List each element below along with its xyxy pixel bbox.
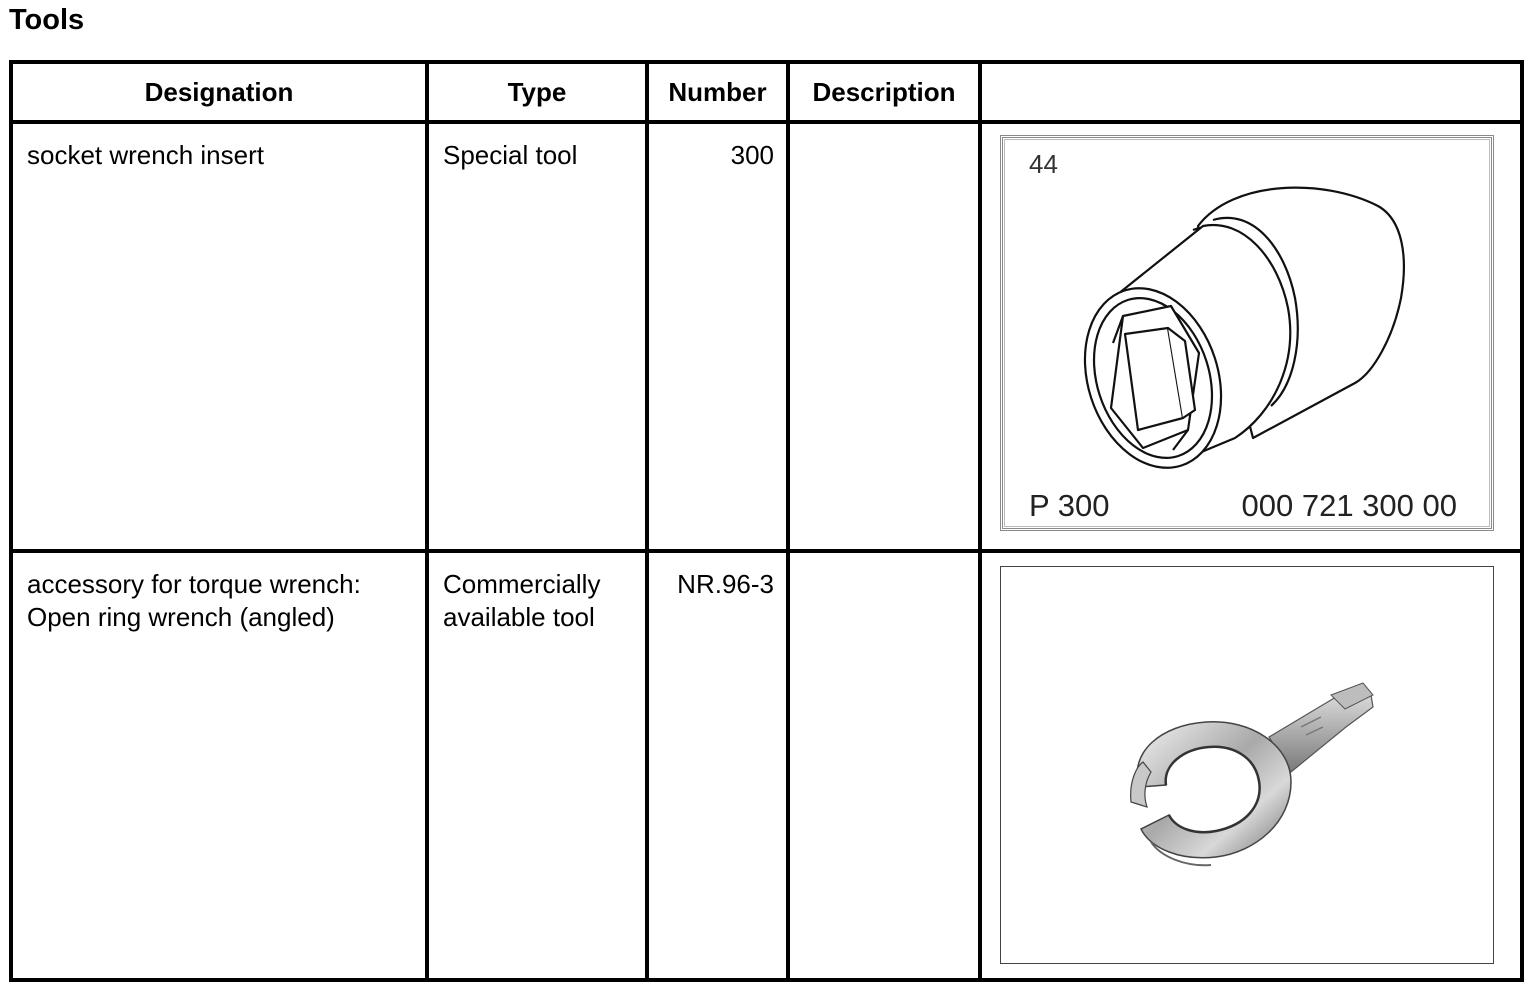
page-title: Tools	[9, 4, 85, 36]
socket-wrench-insert-icon	[1003, 138, 1491, 528]
cell-image	[980, 122, 1522, 551]
cell-description	[788, 122, 980, 551]
header-image	[980, 62, 1522, 122]
tools-table	[9, 60, 1524, 982]
figure-number: 44	[1029, 149, 1058, 179]
cell-type: Special tool	[427, 122, 647, 551]
cell-type	[427, 551, 647, 980]
table-row	[11, 551, 1522, 980]
designation-line: accessory for torque wrench:	[27, 569, 361, 599]
open-ring-wrench-icon	[1001, 567, 1492, 962]
cell-number: 300	[647, 122, 788, 551]
figure-code-right: 000 721 300 00	[1241, 488, 1457, 523]
table-header-row	[11, 62, 1522, 122]
cell-designation: socket wrench insert	[11, 122, 427, 551]
cell-number: NR.96-3	[647, 551, 788, 980]
cell-designation	[11, 551, 427, 980]
table-row	[11, 122, 1522, 551]
figure-code-left: P 300	[1029, 488, 1110, 523]
header-description: Description	[788, 62, 980, 122]
socket-figure	[1000, 135, 1494, 531]
cell-image	[980, 551, 1522, 980]
wrench-figure	[1000, 566, 1494, 964]
type-line: available tool	[443, 602, 595, 632]
cell-description	[788, 551, 980, 980]
type-line: Commercially	[443, 569, 601, 599]
designation-line: Open ring wrench (angled)	[27, 602, 335, 632]
header-type: Type	[427, 62, 647, 122]
header-number: Number	[647, 62, 788, 122]
header-designation: Designation	[11, 62, 427, 122]
